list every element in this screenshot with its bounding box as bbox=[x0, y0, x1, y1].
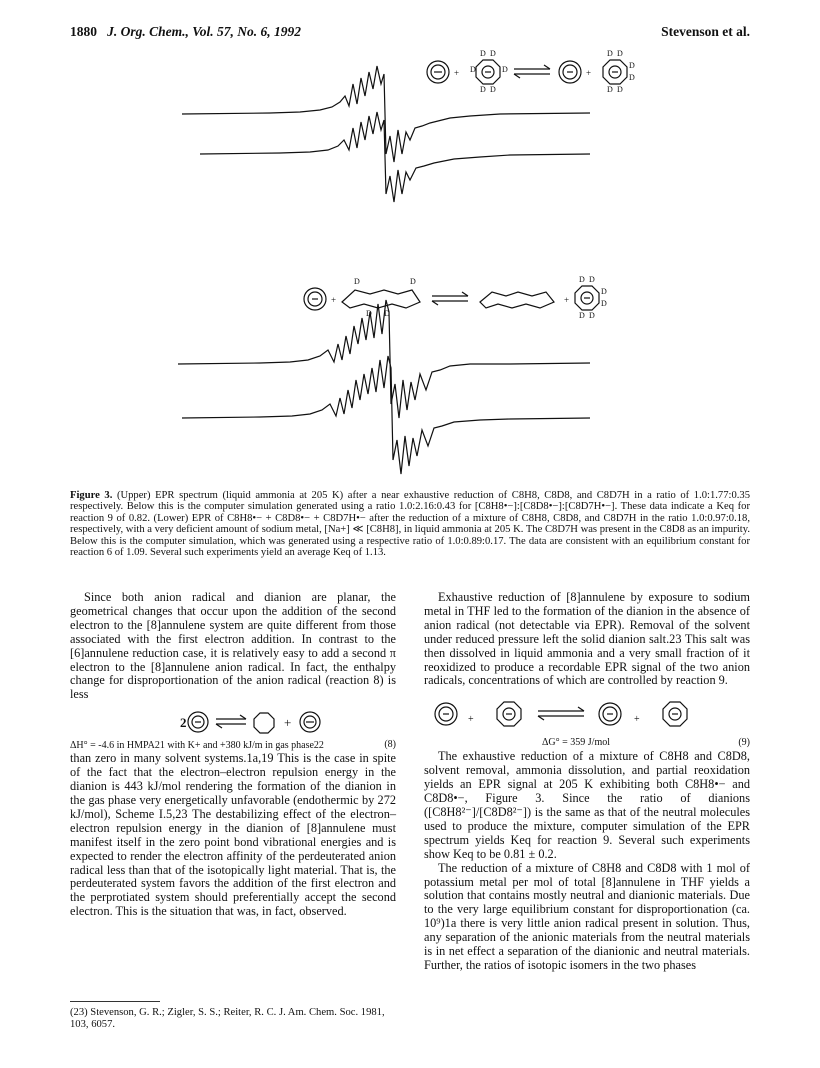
upper-structure-1 bbox=[427, 61, 449, 83]
svg-text:+: + bbox=[331, 295, 337, 305]
lower-simulated-spectrum bbox=[182, 356, 590, 474]
eq9-caption: ΔG° = 359 J/mol bbox=[542, 737, 611, 749]
d-label: D bbox=[601, 287, 607, 296]
d-label: D bbox=[354, 277, 360, 286]
header-authors: Stevenson et al. bbox=[661, 24, 750, 39]
lower-structure-2-tub bbox=[342, 290, 420, 308]
d-label: D bbox=[490, 49, 496, 58]
d-label: D bbox=[629, 73, 635, 82]
page-number: 1880 bbox=[70, 24, 97, 39]
d-label: D bbox=[579, 275, 585, 284]
upper-structure-4 bbox=[603, 60, 627, 84]
figure-caption bbox=[70, 490, 750, 558]
footnote-rule bbox=[70, 1001, 160, 1002]
paragraph: The exhaustive reduction of a mixture of C8H8 and C8D8, solvent removal, ammonia dissolution, and partial reoxidation yields an EPR signal at 205 K exhibiting both C8H8•− and C8D8•−, Figure 3. Since the ratio of dianions ([C8H8²⁻]/[C8D8²⁻]) is the same as that of the neutral molecules used to produce the mixture, computer simulation of the EPR spectrum yields Keq for reaction 9. Several such experiments show Keq to be 0.81 ± 0.2. bbox=[424, 749, 750, 861]
caption-label: Figure 3. bbox=[70, 490, 113, 501]
d-label: D bbox=[617, 85, 623, 94]
d-label: D bbox=[607, 85, 613, 94]
d-label: D bbox=[480, 85, 486, 94]
lower-equilibrium-arrows bbox=[432, 292, 468, 305]
reaction-9-scheme bbox=[424, 692, 750, 736]
d-label: D bbox=[579, 311, 585, 320]
lower-structure-4 bbox=[575, 286, 599, 310]
upper-structure-2 bbox=[476, 60, 500, 84]
d-label: D bbox=[480, 49, 486, 58]
header-left bbox=[70, 24, 301, 40]
svg-text:+: + bbox=[586, 68, 592, 78]
reaction-9 bbox=[424, 692, 750, 748]
lower-structure-1 bbox=[304, 288, 326, 310]
reaction-8 bbox=[70, 708, 396, 752]
upper-structure-3 bbox=[559, 61, 581, 83]
caption-text: (Upper) EPR spectrum (liquid ammonia at 205 K) after a near exhaustive reduction of C8H8, C8D8, and C8D7H in a ratio of 1.0:1.77:0.35 respectively. Below this is the computer simulation generated using a ratio 1.0:2.16:0.43 for [C8H8•−]:[C8D8•−]:[C8D7H•−]. These data indicate a Keq for reaction 9 of 0.82. (Lower) EPR of C8H8•− + C8D8•− + C8D7H•− after the reduction of a mixture of C8H8, C8D8, and C8D7H in the ratio 1.0:0.97:0.18, respectively, with a very deficient amount of sodium metal, [Na+] ≪ [C8H8], in liquid ammonia at 205 K. The C8D7H was present in the C8D8 as an impurity. Below this is the computer simulation, which was generated using a respective ratio of 1.0:0.89:0.17. The data are consistent with an equilibrium constant for reaction 6 of 1.09. Several such experiments yield an average Keq of 1.13. bbox=[70, 490, 751, 559]
eq8-coefficient: 2 bbox=[180, 715, 187, 731]
paragraph: Since both anion radical and dianion are planar, the geometrical changes that occur upon the addition of the second electron to the [8]annulene system are quite different from those associated with the first electron addition. In contrast to the [6]annulene reduction case, it is relatively easy to add a second π electron to the [8]annulene anion radical. In fact, the enthalpy change for disproportionation of the anion radical (reaction 8) is less bbox=[70, 590, 396, 702]
upper-epr-spectrum bbox=[182, 66, 590, 162]
reaction-8-scheme bbox=[70, 708, 396, 738]
eq9-plus: + bbox=[468, 714, 474, 726]
d-label: D bbox=[589, 275, 595, 284]
eq9-plus: + bbox=[634, 714, 640, 726]
paragraph: than zero in many solvent systems.1a,19 This is the case in spite of the fact that the electron–electron repulsion energy in the dianion is 443 kJ/mol rendering the formation of the dianion in the gas phase very energetically unfavorable (endothermic by 272 kJ/mol), Scheme I.5,23 The destabilizing effect of the electron–electron repulsion energy in the dianion of [8]annulene must manifest itself in the zero point bond vibrational energies and is expected to render the electron affinity of the perdeuterated anion radical less than that of the isotopically light material. That is, the perdeuterated system favors the addition of the first electron and the perprotiated system should preferentially accept the second electron. This is the situation that was, in fact, observed. bbox=[70, 751, 396, 919]
d-label: D bbox=[607, 49, 613, 58]
running-header bbox=[70, 24, 750, 42]
d-label: D bbox=[470, 65, 476, 74]
paragraph: The reduction of a mixture of C8H8 and C8D8 with 1 mol of potassium metal per mol of total [8]annulene in THF yields a solution that contains mostly neutral and dianionic materials. Due to the very large equilibrium constant for disproportionation (ca. 10⁹)1a there is very little anion radical present in solution. Thus, any separation of the anionic materials from the neutral materials is in net effect a separation of the dianionic and neutral materials. Further, the ratios of isotopic isomers in the two phases bbox=[424, 860, 750, 972]
eq9-number: (9) bbox=[738, 737, 750, 749]
d-label: D bbox=[384, 309, 390, 318]
d-label: D bbox=[502, 65, 508, 74]
d-label: D bbox=[617, 49, 623, 58]
upper-equilibrium-arrows bbox=[514, 65, 550, 78]
d-label: D bbox=[601, 299, 607, 308]
footnote: (23) Stevenson, G. R.; Zigler, S. S.; Reiter, R. C. J. Am. Chem. Soc. 1981, 103, 6057. bbox=[70, 1007, 385, 1030]
d-label: D bbox=[629, 61, 635, 70]
right-column bbox=[424, 591, 750, 973]
lower-structure-3-tub bbox=[480, 292, 554, 308]
d-label: D bbox=[490, 85, 496, 94]
d-label: D bbox=[366, 309, 372, 318]
left-column bbox=[70, 591, 396, 919]
svg-text:+: + bbox=[564, 295, 570, 305]
figure-3 bbox=[70, 44, 750, 484]
d-label: D bbox=[410, 277, 416, 286]
paragraph: Exhaustive reduction of [8]annulene by exposure to sodium metal in THF led to the formation of the dianion in the absence of anion radical (not detectable via EPR). Removal of the solvent under reduced pressure left the solid dianion salt.23 This salt was then dissolved in liquid ammonia and a very small fraction of it reoxidized to produce a recordable EPR signal of the two anion radicals, concentrations of which are controlled by reaction 9. bbox=[424, 590, 750, 688]
journal-citation: J. Org. Chem., Vol. 57, No. 6, 1992 bbox=[107, 24, 302, 39]
eq8-number: (8) bbox=[384, 739, 396, 751]
eq8-caption: ΔH° = -4.6 in HMPA21 with K+ and +380 kJ/m in gas phase22 bbox=[70, 740, 324, 752]
eq8-plus: + bbox=[284, 715, 292, 731]
svg-text:+: + bbox=[454, 68, 460, 78]
d-label: D bbox=[589, 311, 595, 320]
